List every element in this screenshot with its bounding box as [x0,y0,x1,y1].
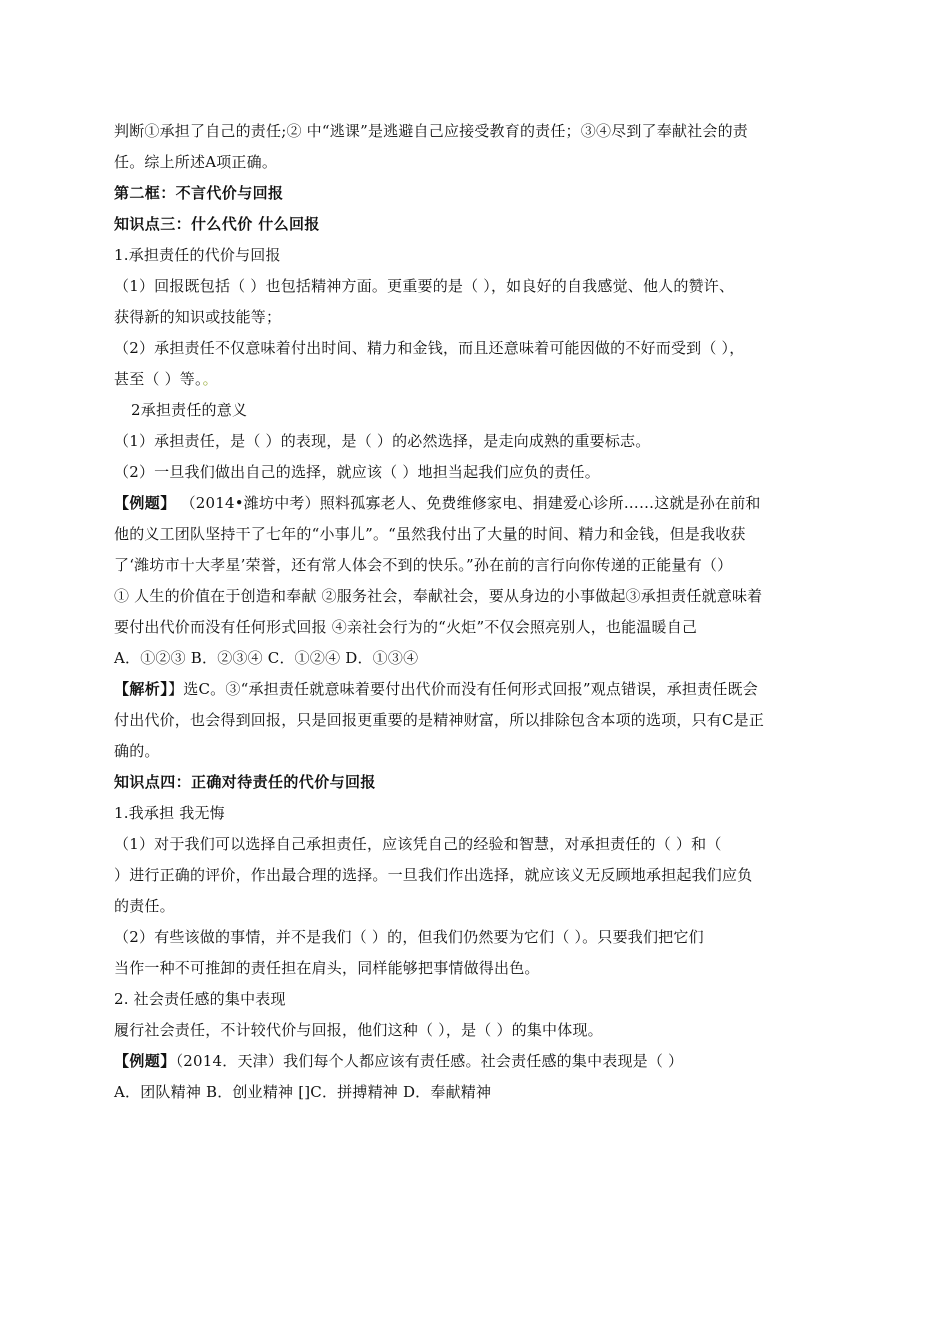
paragraph-line: 判断①承担了自己的责任;② 中“逃课”是逃避自己应接受教育的责任；③④尽到了奉献社会的责 [114,122,748,140]
paragraph-line: （1）回报既包括（ ）也包括精神方面。更重要的是（ ），如良好的自我感觉、他人的赞许、 [114,277,735,295]
paragraph-line: 履行社会责任，不计较代价与回报，他们这种（ ），是（ ）的集中体现。 [114,1021,603,1039]
paragraph-line: 他的义工团队坚持干了七年的“小事儿”。“虽然我付出了大量的时间、精力和金钱，但是我收获 [114,525,746,543]
paragraph-line: ）进行正确的评价，作出最合理的选择。一旦我们作出选择，就应该义无反顾地承担起我们应负 [114,866,753,884]
example-line [114,1046,844,1077]
paragraph-line: （1）对于我们可以选择自己承担责任，应该凭自己的经验和智慧，对承担责任的（ ）和（ [114,835,722,853]
paragraph-line [114,364,844,395]
example-label: 【例题】 [114,1052,176,1070]
document-page [114,116,844,1108]
paragraph-line: 当作一种不可推卸的责任担在肩头，同样能够把事情做得出色。 [114,959,540,977]
answer-options: A．①②③ B．②③④ C．①②④ D．①③④ [114,649,419,667]
paragraph-line: 任。综上所述A项正确。 [114,153,278,171]
subheading: 1.承担责任的代价与回报 [114,246,281,264]
line-text: （2014•潍坊中考）照料孤寡老人、免费维修家电、捐建爱心诊所……这就是孙在前和 [175,494,761,512]
answer-options: A．团队精神 B．创业精神 []C．拼搏精神 D．奉献精神 [114,1083,492,1101]
line-text: 甚至（ ）等。 [114,370,203,388]
stray-mark: 。 [202,370,218,388]
subheading: 2承担责任的意义 [131,401,248,419]
knowledge-point-heading: 知识点三：什么代价 什么回报 [114,215,320,233]
paragraph-line: ① 人生的价值在于创造和奉献 ②服务社会，奉献社会，要从身边的小事做起③承担责任就意味着 [114,587,763,605]
paragraph-line: 的责任。 [114,897,175,915]
knowledge-point-heading: 知识点四：正确对待责任的代价与回报 [114,773,376,791]
paragraph-line: 付出代价，也会得到回报，只是回报更重要的是精神财富，所以排除包含本项的选项，只有C是正 [114,711,765,729]
section-heading: 第二框：不言代价与回报 [114,184,284,202]
subheading: 1.我承担 我无悔 [114,804,225,822]
paragraph-line: （2）一旦我们做出自己的选择，就应该（ ）地担当起我们应负的责任。 [114,463,600,481]
line-text: 】选C。③“承担责任就意味着要付出代价而没有任何形式回报”观点错误，承担责任既会 [168,680,758,698]
paragraph-line: 了‘潍坊市十大孝星’荣誉，还有常人体会不到的快乐。”孙在前的言行向你传递的正能量有（） [114,556,733,574]
line-text: （2014．天津）我们每个人都应该有责任感。社会责任感的集中表现是（ ） [175,1052,684,1070]
example-line [114,488,844,519]
example-label: 【例题】 [114,494,176,512]
analysis-line [114,674,844,705]
paragraph-line: 要付出代价而没有任何形式回报 ④亲社会行为的“火炬”不仅会照亮别人，也能温暖自己 [114,618,698,636]
paragraph-line: （2）有些该做的事情，并不是我们（ ）的，但我们仍然要为它们（ ）。只要我们把它们 [114,928,704,946]
subheading: 2. 社会责任感的集中表现 [114,990,286,1008]
paragraph-line: （2）承担责任不仅意味着付出时间、精力和金钱，而且还意味着可能因做的不好而受到（ ）， [114,339,745,357]
paragraph-line: 获得新的知识或技能等； [114,308,282,326]
analysis-label: 【解析】 [114,680,169,698]
paragraph-line: 确的。 [114,742,160,760]
paragraph-line: （1）承担责任，是（ ）的表现，是（ ）的必然选择，是走向成熟的重要标志。 [114,432,651,450]
